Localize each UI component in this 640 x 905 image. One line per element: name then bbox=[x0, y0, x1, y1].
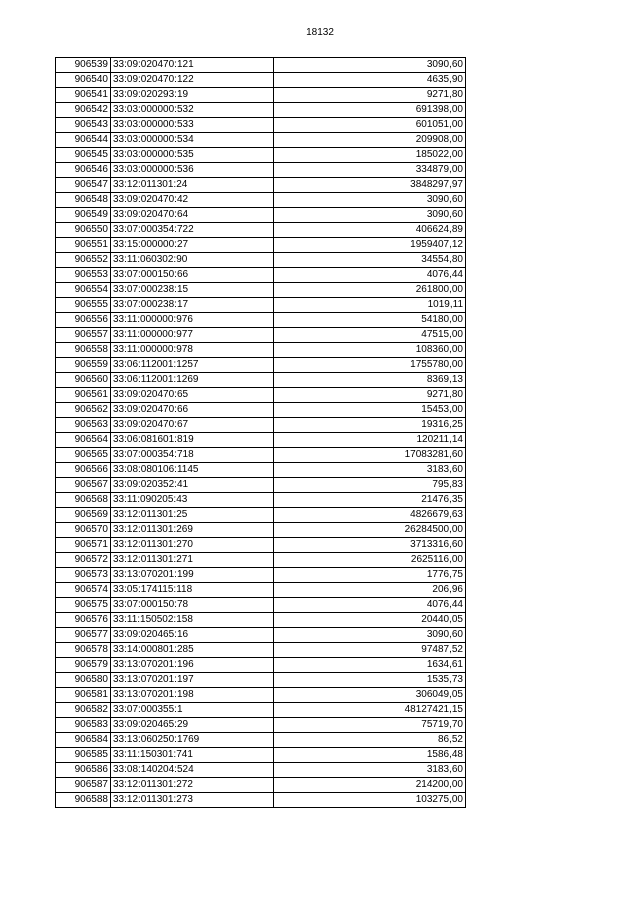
record-number-cell: 906585 bbox=[56, 748, 111, 763]
record-number-cell: 906555 bbox=[56, 298, 111, 313]
table-row bbox=[56, 148, 466, 163]
record-number-cell: 906564 bbox=[56, 433, 111, 448]
table-row bbox=[56, 313, 466, 328]
value-cell: 4076,44 bbox=[274, 598, 466, 613]
value-cell: 26284500,00 bbox=[274, 523, 466, 538]
value-cell: 406624,89 bbox=[274, 223, 466, 238]
record-number-cell: 906548 bbox=[56, 193, 111, 208]
cadastral-number-cell: 33:12:011301:25 bbox=[111, 508, 274, 523]
record-number-cell: 906559 bbox=[56, 358, 111, 373]
record-number-cell: 906557 bbox=[56, 328, 111, 343]
table-row bbox=[56, 673, 466, 688]
table-row bbox=[56, 523, 466, 538]
cadastral-number-cell: 33:13:070201:198 bbox=[111, 688, 274, 703]
value-cell: 19316,25 bbox=[274, 418, 466, 433]
cadastral-number-cell: 33:12:011301:24 bbox=[111, 178, 274, 193]
record-number-cell: 906578 bbox=[56, 643, 111, 658]
cadastral-number-cell: 33:13:070201:197 bbox=[111, 673, 274, 688]
value-cell: 8369,13 bbox=[274, 373, 466, 388]
record-number-cell: 906556 bbox=[56, 313, 111, 328]
table-row bbox=[56, 538, 466, 553]
cadastral-number-cell: 33:07:000150:66 bbox=[111, 268, 274, 283]
table-row bbox=[56, 433, 466, 448]
cadastral-number-cell: 33:09:020352:41 bbox=[111, 478, 274, 493]
record-number-cell: 906568 bbox=[56, 493, 111, 508]
value-cell: 3183,60 bbox=[274, 763, 466, 778]
record-number-cell: 906571 bbox=[56, 538, 111, 553]
record-number-cell: 906544 bbox=[56, 133, 111, 148]
record-number-cell: 906573 bbox=[56, 568, 111, 583]
record-number-cell: 906576 bbox=[56, 613, 111, 628]
table-row bbox=[56, 58, 466, 73]
cadastral-number-cell: 33:09:020470:121 bbox=[111, 58, 274, 73]
table-row bbox=[56, 628, 466, 643]
record-number-cell: 906542 bbox=[56, 103, 111, 118]
cadastral-number-cell: 33:07:000238:17 bbox=[111, 298, 274, 313]
table-row bbox=[56, 373, 466, 388]
table-row bbox=[56, 508, 466, 523]
cadastral-number-cell: 33:15:000000:27 bbox=[111, 238, 274, 253]
table-row bbox=[56, 133, 466, 148]
table-row bbox=[56, 463, 466, 478]
cadastral-number-cell: 33:13:070201:199 bbox=[111, 568, 274, 583]
value-cell: 306049,05 bbox=[274, 688, 466, 703]
value-cell: 54180,00 bbox=[274, 313, 466, 328]
table-row bbox=[56, 643, 466, 658]
record-number-cell: 906554 bbox=[56, 283, 111, 298]
value-cell: 3090,60 bbox=[274, 628, 466, 643]
value-cell: 97487,52 bbox=[274, 643, 466, 658]
cadastral-number-cell: 33:11:150502:158 bbox=[111, 613, 274, 628]
record-number-cell: 906558 bbox=[56, 343, 111, 358]
record-number-cell: 906567 bbox=[56, 478, 111, 493]
record-number-cell: 906579 bbox=[56, 658, 111, 673]
record-number-cell: 906549 bbox=[56, 208, 111, 223]
cadastral-number-cell: 33:11:000000:976 bbox=[111, 313, 274, 328]
table-row bbox=[56, 613, 466, 628]
table-row bbox=[56, 793, 466, 808]
cadastral-number-cell: 33:14:000801:285 bbox=[111, 643, 274, 658]
cadastral-number-cell: 33:11:060302:90 bbox=[111, 253, 274, 268]
record-number-cell: 906587 bbox=[56, 778, 111, 793]
cadastral-number-cell: 33:09:020465:29 bbox=[111, 718, 274, 733]
value-cell: 3090,60 bbox=[274, 58, 466, 73]
record-number-cell: 906565 bbox=[56, 448, 111, 463]
value-cell: 48127421,15 bbox=[274, 703, 466, 718]
cadastral-number-cell: 33:06:112001:1269 bbox=[111, 373, 274, 388]
value-cell: 17083281,60 bbox=[274, 448, 466, 463]
table-row bbox=[56, 418, 466, 433]
value-cell: 261800,00 bbox=[274, 283, 466, 298]
table-row bbox=[56, 658, 466, 673]
record-number-cell: 906539 bbox=[56, 58, 111, 73]
value-cell: 3183,60 bbox=[274, 463, 466, 478]
table-row bbox=[56, 598, 466, 613]
table-row bbox=[56, 73, 466, 88]
cadastral-number-cell: 33:07:000238:15 bbox=[111, 283, 274, 298]
value-cell: 185022,00 bbox=[274, 148, 466, 163]
cadastral-number-cell: 33:11:090205:43 bbox=[111, 493, 274, 508]
record-number-cell: 906546 bbox=[56, 163, 111, 178]
value-cell: 1535,73 bbox=[274, 673, 466, 688]
table-row bbox=[56, 343, 466, 358]
value-cell: 4635,90 bbox=[274, 73, 466, 88]
cadastral-number-cell: 33:13:060250:1769 bbox=[111, 733, 274, 748]
value-cell: 691398,00 bbox=[274, 103, 466, 118]
table-row bbox=[56, 178, 466, 193]
cadastral-number-cell: 33:06:112001:1257 bbox=[111, 358, 274, 373]
table-row bbox=[56, 208, 466, 223]
value-cell: 214200,00 bbox=[274, 778, 466, 793]
value-cell: 209908,00 bbox=[274, 133, 466, 148]
value-cell: 795,83 bbox=[274, 478, 466, 493]
cadastral-number-cell: 33:12:011301:273 bbox=[111, 793, 274, 808]
cadastral-number-cell: 33:12:011301:272 bbox=[111, 778, 274, 793]
value-cell: 3090,60 bbox=[274, 193, 466, 208]
cadastral-number-cell: 33:03:000000:533 bbox=[111, 118, 274, 133]
record-number-cell: 906577 bbox=[56, 628, 111, 643]
value-cell: 9271,80 bbox=[274, 388, 466, 403]
value-cell: 75719,70 bbox=[274, 718, 466, 733]
record-number-cell: 906550 bbox=[56, 223, 111, 238]
table-row bbox=[56, 703, 466, 718]
cadastral-number-cell: 33:07:000150:78 bbox=[111, 598, 274, 613]
table-row bbox=[56, 748, 466, 763]
value-cell: 2625116,00 bbox=[274, 553, 466, 568]
record-number-cell: 906586 bbox=[56, 763, 111, 778]
cadastral-number-cell: 33:09:020465:16 bbox=[111, 628, 274, 643]
cadastral-number-cell: 33:09:020470:64 bbox=[111, 208, 274, 223]
cadastral-number-cell: 33:03:000000:536 bbox=[111, 163, 274, 178]
cadastral-number-cell: 33:08:080106:1145 bbox=[111, 463, 274, 478]
value-cell: 3713316,60 bbox=[274, 538, 466, 553]
table-row bbox=[56, 448, 466, 463]
record-number-cell: 906543 bbox=[56, 118, 111, 133]
cadastral-number-cell: 33:12:011301:271 bbox=[111, 553, 274, 568]
cadastral-number-cell: 33:03:000000:532 bbox=[111, 103, 274, 118]
table-row bbox=[56, 163, 466, 178]
cadastral-number-cell: 33:03:000000:535 bbox=[111, 148, 274, 163]
table-row bbox=[56, 733, 466, 748]
cadastral-number-cell: 33:13:070201:196 bbox=[111, 658, 274, 673]
value-cell: 1776,75 bbox=[274, 568, 466, 583]
value-cell: 206,96 bbox=[274, 583, 466, 598]
cadastral-number-cell: 33:08:140204:524 bbox=[111, 763, 274, 778]
record-number-cell: 906552 bbox=[56, 253, 111, 268]
record-number-cell: 906540 bbox=[56, 73, 111, 88]
table-row bbox=[56, 553, 466, 568]
cadastral-number-cell: 33:12:011301:269 bbox=[111, 523, 274, 538]
record-number-cell: 906562 bbox=[56, 403, 111, 418]
value-cell: 1586,48 bbox=[274, 748, 466, 763]
value-cell: 86,52 bbox=[274, 733, 466, 748]
record-number-cell: 906560 bbox=[56, 373, 111, 388]
value-cell: 108360,00 bbox=[274, 343, 466, 358]
record-number-cell: 906588 bbox=[56, 793, 111, 808]
cadastral-number-cell: 33:05:174115:118 bbox=[111, 583, 274, 598]
record-number-cell: 906570 bbox=[56, 523, 111, 538]
record-number-cell: 906551 bbox=[56, 238, 111, 253]
record-number-cell: 906580 bbox=[56, 673, 111, 688]
table-row bbox=[56, 223, 466, 238]
table-row bbox=[56, 88, 466, 103]
record-number-cell: 906547 bbox=[56, 178, 111, 193]
table-row bbox=[56, 718, 466, 733]
record-number-cell: 906582 bbox=[56, 703, 111, 718]
table-row bbox=[56, 493, 466, 508]
cadastral-number-cell: 33:09:020470:66 bbox=[111, 403, 274, 418]
value-cell: 20440,05 bbox=[274, 613, 466, 628]
record-number-cell: 906581 bbox=[56, 688, 111, 703]
record-number-cell: 906569 bbox=[56, 508, 111, 523]
cadastral-number-cell: 33:09:020470:65 bbox=[111, 388, 274, 403]
record-number-cell: 906575 bbox=[56, 598, 111, 613]
value-cell: 1634,61 bbox=[274, 658, 466, 673]
value-cell: 15453,00 bbox=[274, 403, 466, 418]
table-row bbox=[56, 358, 466, 373]
cadastral-number-cell: 33:06:081601:819 bbox=[111, 433, 274, 448]
value-cell: 4826679,63 bbox=[274, 508, 466, 523]
table-row bbox=[56, 388, 466, 403]
table-row bbox=[56, 268, 466, 283]
cadastral-number-cell: 33:11:000000:977 bbox=[111, 328, 274, 343]
table-row bbox=[56, 118, 466, 133]
cadastral-number-cell: 33:09:020293:19 bbox=[111, 88, 274, 103]
table-row bbox=[56, 238, 466, 253]
value-cell: 21476,35 bbox=[274, 493, 466, 508]
table-row bbox=[56, 688, 466, 703]
record-number-cell: 906541 bbox=[56, 88, 111, 103]
record-number-cell: 906584 bbox=[56, 733, 111, 748]
value-cell: 120211,14 bbox=[274, 433, 466, 448]
table-row bbox=[56, 583, 466, 598]
record-number-cell: 906545 bbox=[56, 148, 111, 163]
record-number-cell: 906583 bbox=[56, 718, 111, 733]
value-cell: 34554,80 bbox=[274, 253, 466, 268]
table-row bbox=[56, 253, 466, 268]
record-number-cell: 906561 bbox=[56, 388, 111, 403]
cadastral-number-cell: 33:09:020470:42 bbox=[111, 193, 274, 208]
registry-table bbox=[55, 57, 466, 808]
cadastral-number-cell: 33:07:000354:718 bbox=[111, 448, 274, 463]
table-row bbox=[56, 403, 466, 418]
value-cell: 1019,11 bbox=[274, 298, 466, 313]
cadastral-number-cell: 33:11:000000:978 bbox=[111, 343, 274, 358]
value-cell: 3848297,97 bbox=[274, 178, 466, 193]
record-number-cell: 906566 bbox=[56, 463, 111, 478]
table-row bbox=[56, 568, 466, 583]
cadastral-number-cell: 33:11:150301:741 bbox=[111, 748, 274, 763]
value-cell: 1959407,12 bbox=[274, 238, 466, 253]
value-cell: 47515,00 bbox=[274, 328, 466, 343]
record-number-cell: 906563 bbox=[56, 418, 111, 433]
value-cell: 601051,00 bbox=[274, 118, 466, 133]
table-row bbox=[56, 298, 466, 313]
record-number-cell: 906553 bbox=[56, 268, 111, 283]
table-row bbox=[56, 193, 466, 208]
cadastral-number-cell: 33:07:000354:722 bbox=[111, 223, 274, 238]
cadastral-number-cell: 33:07:000355:1 bbox=[111, 703, 274, 718]
value-cell: 9271,80 bbox=[274, 88, 466, 103]
value-cell: 103275,00 bbox=[274, 793, 466, 808]
cadastral-number-cell: 33:03:000000:534 bbox=[111, 133, 274, 148]
record-number-cell: 906574 bbox=[56, 583, 111, 598]
page-number: 18132 bbox=[306, 27, 334, 38]
table-row bbox=[56, 283, 466, 298]
cadastral-number-cell: 33:09:020470:122 bbox=[111, 73, 274, 88]
value-cell: 4076,44 bbox=[274, 268, 466, 283]
value-cell: 1755780,00 bbox=[274, 358, 466, 373]
table-row bbox=[56, 763, 466, 778]
table-row bbox=[56, 103, 466, 118]
table-row bbox=[56, 328, 466, 343]
cadastral-number-cell: 33:09:020470:67 bbox=[111, 418, 274, 433]
cadastral-number-cell: 33:12:011301:270 bbox=[111, 538, 274, 553]
record-number-cell: 906572 bbox=[56, 553, 111, 568]
table-row bbox=[56, 478, 466, 493]
table-row bbox=[56, 778, 466, 793]
value-cell: 3090,60 bbox=[274, 208, 466, 223]
registry-table-body bbox=[56, 58, 466, 808]
value-cell: 334879,00 bbox=[274, 163, 466, 178]
